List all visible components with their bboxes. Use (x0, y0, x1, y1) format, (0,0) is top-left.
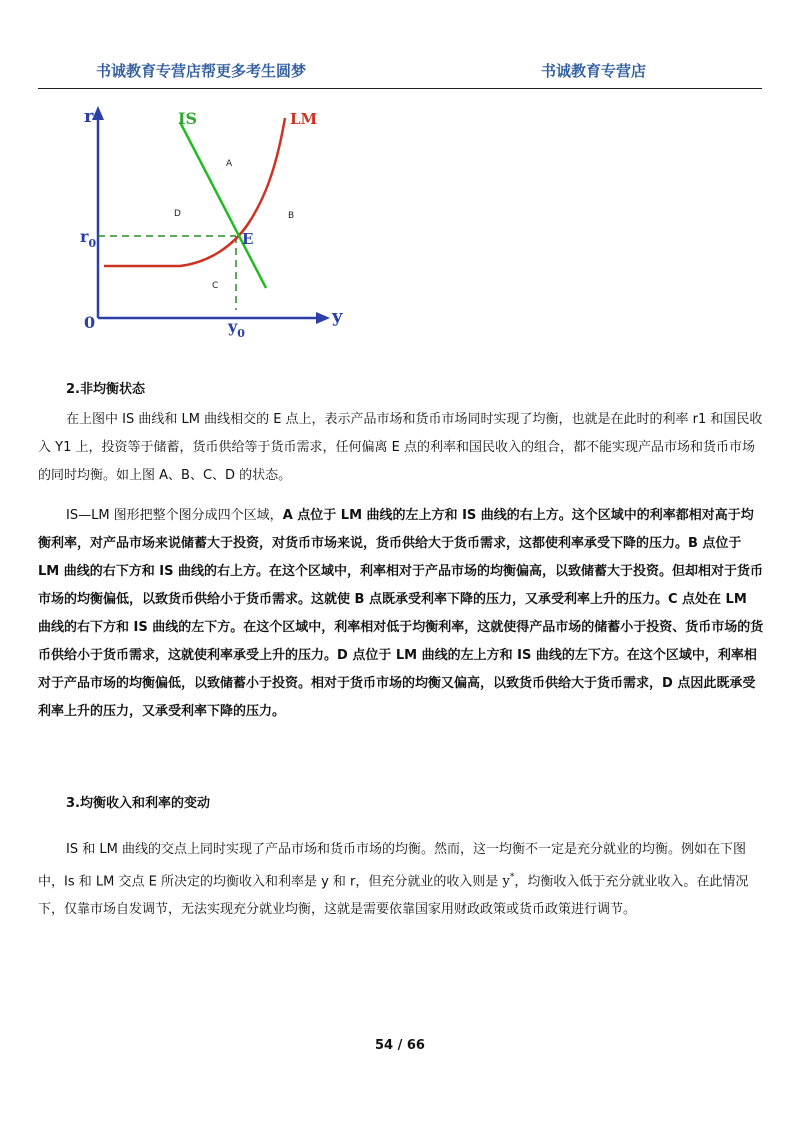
header-store-name: 书诚教育专营店 (541, 62, 647, 80)
point-e-label: E (242, 230, 254, 248)
y-star-letter: y (502, 874, 510, 890)
axis-r-label: r (84, 106, 94, 127)
section2-paragraph2 (38, 502, 764, 726)
section3-heading: 3.均衡收入和利率的变动 (66, 796, 210, 811)
y-star-superscript: * (509, 873, 515, 883)
y-axis-arrow (92, 106, 104, 120)
origin-label: 0 (84, 313, 96, 332)
section2-heading: 2.非均衡状态 (66, 382, 145, 397)
section2-paragraph1-text: 在上图中 IS 曲线和 LM 曲线相交的 E 点上，表示产品市场和货币市场同时实现了均衡，也就是在此时的利率 r1 和国民收入 Y1 上，投资等于储蓄，货币供给等于货币需求，任何偏离 E 点的利率和国民收入的组合，都不能实现产品市场和货币市场的同时均衡。如上图 A、B、C、D 的状态。 (38, 412, 763, 483)
region-d-label: D (174, 209, 181, 219)
section3-text-part2: ，均衡收入低于充分就业收入。在此情况下，仅靠市场自发调节，无法实现充分就业均衡，这就是需要依靠国家用财政政策或货币政策进行调节。 (38, 874, 749, 918)
section3-text-part1: IS 和 LM 曲线的交点上同时实现了产品市场和货币市场的均衡。然而，这一均衡不一定是充分就业的均衡。例如在下图中，Is 和 LM 交点 E 所决定的均衡收入和利率是 y 和 r，但充分就业的收入则是 (38, 842, 746, 890)
lm-curve-label: LM (290, 110, 318, 128)
y0-subscript: 0 (237, 327, 245, 340)
x-axis-arrow (316, 312, 330, 324)
section2-paragraph1 (38, 406, 764, 490)
r0-symbol: r (80, 227, 89, 246)
y0-label (227, 317, 245, 340)
is-curve-label: IS (178, 109, 198, 128)
page-number: 54 / 66 (375, 1038, 425, 1053)
header-divider (38, 88, 762, 89)
section2-paragraph2-bold: A 点位于 LM 曲线的左上方和 IS 曲线的右上方。这个区域中的利率都相对高于均衡利率，对产品市场来说储蓄大于投资，对货币市场来说，货币供给大于货币需求，这都使利率承受下降的压力。B 点位于 LM 曲线的右下方和 IS 曲线的右上方。在这个区域中，利率相对于产品市场的均衡偏高，以致储蓄大于投资。但却相对于货币市场的均衡偏低，以致货币供给小于货币需求。这就使 B 点既承受利率下降的压力，又承受利率上升的压力。C 点处在 LM 曲线的右下方和 IS 曲线的左下方。在这个区域中，利率相对低于均衡利率，这就使得产品市场的储蓄小于投资、货币市场的货币供给小于货币需求，这就使利率承受上升的压力。D 点位于 LM 曲线的左上方和 IS 曲线的左下方。在这个区域中，利率相对于产品市场的均衡偏低，以致储蓄小于投资。相对于货币市场的均衡又偏高，以致货币供给大于货币需求，D 点因此既承受利率上升的压力，又承受利率下降的压力。 (38, 508, 764, 719)
r0-subscript: 0 (88, 237, 97, 250)
r0-label (80, 227, 96, 250)
is-lm-diagram (78, 100, 368, 350)
header-store-slogan: 书诚教育专营店帮更多考生圆梦 (96, 62, 307, 80)
y-star-symbol (503, 874, 515, 889)
y0-symbol: y (228, 317, 238, 336)
is-lm-figure (78, 100, 368, 350)
axis-y-label: y (332, 306, 343, 327)
section3-paragraph (38, 836, 764, 924)
lm-curve (104, 118, 285, 266)
section2-paragraph2-lead: IS—LM 图形把整个图分成四个区域， (66, 508, 283, 523)
region-b-label: B (288, 211, 295, 221)
region-a-label: A (226, 159, 233, 169)
region-c-label: C (212, 281, 219, 291)
